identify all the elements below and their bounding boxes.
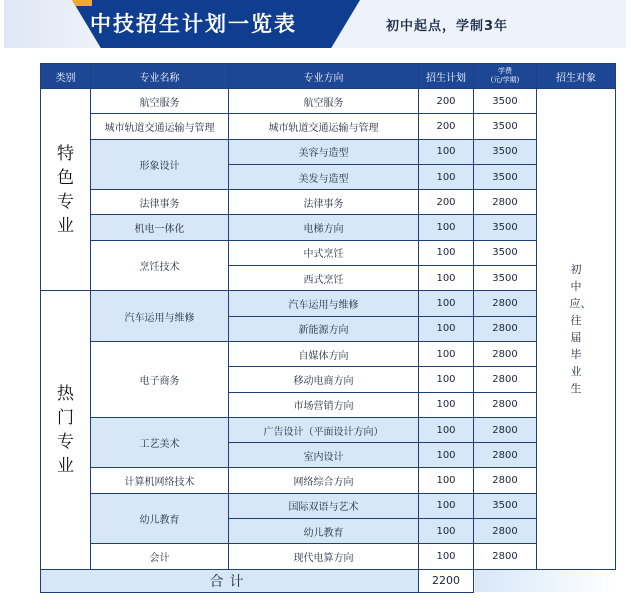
quota-cell: 100 xyxy=(419,139,474,164)
direction-cell: 室内设计 xyxy=(229,443,419,468)
major-cell: 会计 xyxy=(91,544,229,569)
category-hot: 热门专业 xyxy=(41,291,91,569)
table-row xyxy=(41,468,616,493)
direction-cell: 新能源方向 xyxy=(229,316,419,341)
table-row xyxy=(41,493,616,518)
table-row xyxy=(41,215,616,240)
quota-cell: 100 xyxy=(419,164,474,189)
col-header-major: 专业名称 xyxy=(91,64,229,89)
table-row xyxy=(41,544,616,569)
fee-cell: 2800 xyxy=(474,367,537,392)
table-row xyxy=(41,139,616,164)
category-special: 特色专业 xyxy=(41,89,91,291)
quota-cell: 100 xyxy=(419,519,474,544)
col-header-quota: 招生计划 xyxy=(419,64,474,89)
fee-cell: 2800 xyxy=(474,291,537,316)
table-row xyxy=(41,190,616,215)
direction-cell: 西式烹饪 xyxy=(229,266,419,291)
fee-cell: 3500 xyxy=(474,493,537,518)
page-title: 中技招生计划一览表 xyxy=(90,12,297,36)
fee-header-line1: 学费 xyxy=(498,67,512,75)
fee-cell: 2800 xyxy=(474,544,537,569)
page-subtitle: 初中起点，学制3年 xyxy=(386,19,509,34)
major-cell: 烹饪技术 xyxy=(91,240,229,291)
table-header-row xyxy=(41,64,616,89)
major-cell: 工艺美术 xyxy=(91,417,229,468)
quota-cell: 100 xyxy=(419,443,474,468)
fee-cell: 2800 xyxy=(474,341,537,366)
col-header-fee xyxy=(474,64,537,89)
fee-cell: 2800 xyxy=(474,316,537,341)
quota-cell: 200 xyxy=(419,89,474,114)
table-row xyxy=(41,291,616,316)
fee-cell: 3500 xyxy=(474,89,537,114)
direction-cell: 美容与造型 xyxy=(229,139,419,164)
total-value: 2200 xyxy=(419,569,474,592)
quota-cell: 100 xyxy=(419,266,474,291)
col-header-direction: 专业方向 xyxy=(229,64,419,89)
fee-cell: 2800 xyxy=(474,190,537,215)
fee-cell: 2800 xyxy=(474,392,537,417)
direction-cell: 电梯方向 xyxy=(229,215,419,240)
direction-cell: 网络综合方向 xyxy=(229,468,419,493)
fee-header-line2: (元/学期) xyxy=(490,76,520,84)
quota-cell: 100 xyxy=(419,341,474,366)
direction-cell: 现代电算方向 xyxy=(229,544,419,569)
direction-cell: 美发与造型 xyxy=(229,164,419,189)
quota-cell: 100 xyxy=(419,493,474,518)
table-row xyxy=(41,417,616,442)
quota-cell: 100 xyxy=(419,367,474,392)
fee-cell: 2800 xyxy=(474,417,537,442)
fee-cell: 3500 xyxy=(474,164,537,189)
direction-cell: 法律事务 xyxy=(229,190,419,215)
fee-cell: 3500 xyxy=(474,240,537,265)
total-row xyxy=(41,569,616,592)
quota-cell: 100 xyxy=(419,417,474,442)
quota-cell: 100 xyxy=(419,544,474,569)
direction-cell: 市场营销方向 xyxy=(229,392,419,417)
major-cell: 汽车运用与维修 xyxy=(91,291,229,342)
quota-cell: 100 xyxy=(419,240,474,265)
fee-cell: 3500 xyxy=(474,215,537,240)
fee-cell: 3500 xyxy=(474,114,537,139)
major-cell: 航空服务 xyxy=(91,89,229,114)
major-cell: 城市轨道交通运输与管理 xyxy=(91,114,229,139)
major-cell: 计算机网络技术 xyxy=(91,468,229,493)
direction-cell: 国际双语与艺术 xyxy=(229,493,419,518)
quota-cell: 100 xyxy=(419,291,474,316)
table-row xyxy=(41,240,616,265)
fee-cell: 2800 xyxy=(474,443,537,468)
direction-cell: 自媒体方向 xyxy=(229,341,419,366)
direction-cell: 广告设计（平面设计方向） xyxy=(229,417,419,442)
quota-cell: 100 xyxy=(419,316,474,341)
quota-cell: 200 xyxy=(419,114,474,139)
table-row xyxy=(41,114,616,139)
col-header-category: 类别 xyxy=(41,64,91,89)
direction-cell: 幼儿教育 xyxy=(229,519,419,544)
col-header-target: 招生对象 xyxy=(537,64,616,89)
major-cell: 形象设计 xyxy=(91,139,229,190)
fee-cell: 2800 xyxy=(474,519,537,544)
quota-cell: 100 xyxy=(419,215,474,240)
quota-cell: 100 xyxy=(419,392,474,417)
fee-cell: 2800 xyxy=(474,468,537,493)
table-row xyxy=(41,89,616,114)
quota-cell: 100 xyxy=(419,468,474,493)
direction-cell: 航空服务 xyxy=(229,89,419,114)
enrollment-table xyxy=(40,63,616,593)
quota-cell: 200 xyxy=(419,190,474,215)
major-cell: 法律事务 xyxy=(91,190,229,215)
major-cell: 幼儿教育 xyxy=(91,493,229,544)
direction-cell: 中式烹饪 xyxy=(229,240,419,265)
fee-cell: 3500 xyxy=(474,266,537,291)
major-cell: 电子商务 xyxy=(91,341,229,417)
table-row xyxy=(41,341,616,366)
direction-cell: 城市轨道交通运输与管理 xyxy=(229,114,419,139)
direction-cell: 移动电商方向 xyxy=(229,367,419,392)
target-cell: 初中应、往届毕业生 xyxy=(537,89,616,570)
major-cell: 机电一体化 xyxy=(91,215,229,240)
fee-cell: 3500 xyxy=(474,139,537,164)
total-filler xyxy=(474,569,616,592)
direction-cell: 汽车运用与维修 xyxy=(229,291,419,316)
total-label: 合计 xyxy=(41,569,419,592)
